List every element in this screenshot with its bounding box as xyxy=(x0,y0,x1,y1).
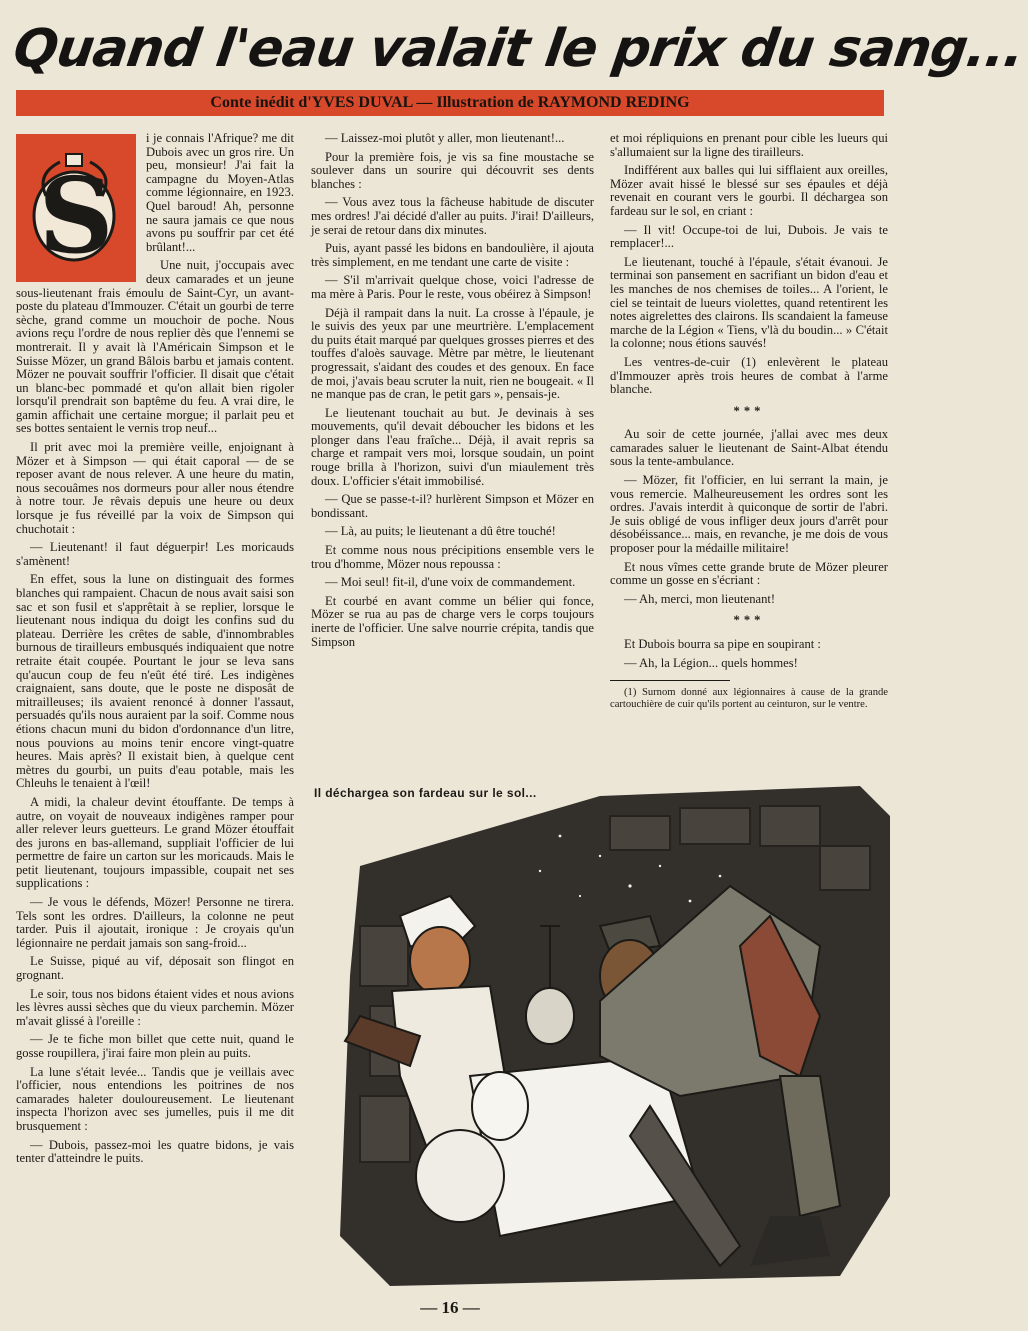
paragraph: — Ah, merci, mon lieutenant! xyxy=(624,591,776,606)
paragraph: Au soir de cette journée, j'allai avec mes deux camarades saluer le lieutenant de Saint-Albat étendu sous la tente-ambulance. xyxy=(610,427,888,469)
paragraph: — Ah, la Légion... quels hommes! xyxy=(624,655,798,670)
paragraph: i je connais l'Afrique? me dit Dubois avec un gros rire. Un peu, monsieur! J'ai fait la campagne du Moyen-Atlas comme légionnaire, en 1923. Quel baroud! Ah, personne ne saura jamais ce que nous avons pu souffrir par cet été brûlant!... xyxy=(146,131,294,254)
story-illustration xyxy=(300,776,892,1296)
paragraph: Le Suisse, piqué au vif, déposait son flingot en grognant. xyxy=(16,954,294,983)
paragraph: Les ventres-de-cuir (1) enlevèrent le plateau d'Immouzer après trois heures de combat à l'arme blanche. xyxy=(610,354,888,397)
paragraph: — Là, au puits; le lieutenant a dû être touché! xyxy=(325,524,556,539)
footnote-divider xyxy=(610,680,730,681)
paragraph: — S'il m'arrivait quelque chose, voici l'adresse de ma mère à Paris. Pour le reste, vous obéirez à Simpson! xyxy=(311,273,594,301)
paragraph: — Il vit! Occupe-toi de lui, Dubois. Je vais te remplacer!... xyxy=(610,222,888,251)
paragraph: et moi répliquions en prenant pour cible les lueurs qui s'allumaient sur la ligne des tirailleurs. xyxy=(610,131,888,159)
paragraph: Puis, ayant passé les bidons en bandoulière, il ajouta très simplement, en me tendant une carte de visite : xyxy=(311,241,594,269)
drop-cap-letter: S xyxy=(38,154,114,277)
paragraph: Déjà il rampait dans la nuit. La crosse à l'épaule, je le suivis des yeux par une meurtrière. L'emplacement du puits était marqué par quelques grosses pierres et des touffes d'aloès sauvage. Mètre par mètre, le lieutenant progressait, s'aidant des coudes et des genoux. En face de moi, j'avais beau scruter la nuit, rien ne bougeait. « Il ne manque pas de cran, le petit gars », pensais-je. xyxy=(311,305,594,402)
paragraph: Le lieutenant, touché à l'épaule, s'était évanoui. Je terminai son pansement en sacrifiant un bidon d'eau et les manches de nos chemises de toiles... A l'orient, le ciel se teintait de lueurs violettes, quand retentirent les notes aigrelettes des clairons. Ils scandaient la fameuse marche de la Légion « Tiens, v'là du boudin... » C'était la colonne; nous étions sauvés! xyxy=(610,254,888,351)
text-column-1 xyxy=(16,132,294,1171)
paragraph: Une nuit, j'occupais avec deux camarades et un jeune sous-lieutenant frais émoulu de Saint-Cyr, un avant-poste du plateau d'Immouzer. C'était un gourbi de terre sèche, grand comme un mouchoir de poche. Nous avions reçu l'ordre de nous replier dès que l'ennemi se montrerait. Il y avait là l'Américain Simpson et le Suisse Mözer, un grand Bâlois barbu et jamais content. Mözer ne pouvait souffrir l'officier. Il disait que c'était un blanc-bec pommadé et qu'on allait bien rigoler lorsqu'il prendrait son baptême du feu. A vrai dire, le gamin affichait une certaine morgue; il parlait peu et ses bottes sentaient le vernis trop neuf... xyxy=(16,258,294,436)
paragraph: — Mözer, fit l'officier, en lui serrant la main, je vous remercie. Malheureusement les ordres sont les ordres. J'avais interdit à quiconque de sortir de l'abri. Je suis obligé de vous infliger deux jours d'arrêt pour désobéissance... mais, en revanche, je me dois de vous proposer pour la médaille militaire! xyxy=(610,473,888,556)
paragraph: — Je te fiche mon billet que cette nuit, quand le gosse roupillera, j'irai faire mon plein au puits. xyxy=(16,1032,294,1060)
paragraph: — Vous avez tous la fâcheuse habitude de discuter mes ordres! J'ai décidé d'aller au puits. J'irai! D'ailleurs, je serai de retour dans dix minutes. xyxy=(311,195,594,237)
paragraph: Pour la première fois, je vis sa fine moustache se soulever dans un sourire qui découvrit ses dents blanches : xyxy=(311,149,594,191)
paragraph: — Dubois, passez-moi les quatre bidons, je vais tenter d'atteindre le puits. xyxy=(16,1137,294,1166)
paragraph: — Laissez-moi plutôt y aller, mon lieutenant!... xyxy=(325,131,565,145)
paragraph: Il prit avec moi la première veille, enjoignant à Mözer et à Simpson — qui était caporal — de se reposer avant de nous relever. A une heure du matin, nous secouâmes nos dormeurs pour aller nous étendre à notre tour. Je rêvais depuis une heure ou deux lorsque je fus réveillé par la voix de Simpson qui chuchotait : xyxy=(16,440,294,536)
paragraph: — Je vous le défends, Mözer! Personne ne tirera. Tels sont les ordres. D'ailleurs, la colonne ne peut tarder. Puis il ajoutait, ironique : Je croyais qu'un légionnaire ne perdait jamais son sang-froid... xyxy=(16,895,294,950)
paragraph: Le soir, tous nos bidons étaient vides et nous avions les lèvres aussi sèches que du vieux parchemin. Mözer m'avait glissé à l'oreille : xyxy=(16,986,294,1028)
text-column-3 xyxy=(610,132,888,716)
paragraph: A midi, la chaleur devint étouffante. De temps à autre, on voyait de nouveaux indigènes ramper pour aller relever leurs guetteurs. Le grand Mözer étouffait des jurons en bas-allemand, suppliait l'officier de lui permettre de faire un carton sur les moricauds. Mais le petit lieutenant, toujours impassible, coupait net ses supplications : xyxy=(16,794,294,891)
drop-cap-canteen-illustration xyxy=(16,134,136,282)
illustration-caption: Il déchargea son fardeau sur le sol... xyxy=(314,786,537,800)
page-number: — 16 — xyxy=(420,1298,480,1317)
paragraph: — Moi seul! fit-il, d'une voix de commandement. xyxy=(325,575,576,590)
footnote: (1) Surnom donné aux légionnaires à cause de la grande cartouchière de cuir qu'ils portent au ceinturon, sur le ventre. xyxy=(610,687,888,711)
paragraph: Et Dubois bourra sa pipe en soupirant : xyxy=(624,637,821,651)
paragraph: Et nous vîmes cette grande brute de Mözer pleurer comme un gosse en s'écriant : xyxy=(610,559,888,588)
paragraph: Et comme nous nous précipitions ensemble vers le trou d'homme, Mözer nous repoussa : xyxy=(311,543,594,571)
paragraph: Indifférent aux balles qui lui sifflaient aux oreilles, Mözer avait hissé le blessé sur ses épaules et déjà revenait en courant vers le gourbi. Il déchargea son fardeau sur le sol, en criant : xyxy=(610,163,888,218)
text-column-2 xyxy=(311,132,594,752)
paragraph: En effet, sous la lune on distinguait des formes blanches qui rampaient. Chacun de nous avait saisi son sac et son fusil et s'apprêtait à se replier, lorsque le lieutenant nous indiqua du doigt les confins sud du plateau. Derrière les crêtes de sable, d'innombrables burnous de tirailleurs embusqués indiquaient que notre retraite était coupée. Pourtant le jour se leva sans qu'aucun coup de feu n'eût été tiré. Les indigènes craignaient, sans doute, que le poste ne disposât de mitrailleuses; ils avaient renoncé à donner l'assaut, persuadés qu'ils nous auraient par la soif. Comme nous étions chacun muni du bidon d'ordonnance d'un litre, nous pouvions au moins tenir encore vingt-quatre heures. Mais après? Il existait bien, à quelque cent mètres du gourbi, un puits d'eau potable, mais les Chleuhs le tenaient à l'œil! xyxy=(16,572,294,791)
paragraph: Le lieutenant touchait au but. Je devinais à ses mouvements, qu'il devait déboucher les bidons et les plonger dans l'eau fraîche... Déjà, il avait repris sa charge et rampait vers moi, lorsque soudain, un point rouge brilla à l'horizon, suivi d'un miaulement très doux. L'officier s'était immobilisé. xyxy=(311,405,594,488)
section-break-stars: *** xyxy=(733,613,765,628)
paragraph: — Lieutenant! il faut déguerpir! Les moricauds s'amènent! xyxy=(16,540,294,568)
paragraph: La lune s'était levée... Tandis que je veillais avec l'officier, nous entendions les poitrines de nos camarades haleter douloureusement. Le lieutenant inspecta l'horizon avec ses jumelles, puis il me dit brusquement : xyxy=(16,1064,294,1133)
story-title: Quand l'eau valait le prix du sang... xyxy=(9,19,1028,79)
credits-banner: Conte inédit d'YVES DUVAL — Illustration de RAYMOND REDING xyxy=(16,90,884,116)
drop-cap xyxy=(16,134,136,282)
paragraph: Et courbé en avant comme un bélier qui fonce, Mözer se rua au pas de charge vers le corps toujours inerte de l'officier. Une salve nourrie crépita, tandis que Simpson xyxy=(311,593,594,649)
section-break-stars: *** xyxy=(733,403,765,418)
paragraph: — Que se passe-t-il? hurlèrent Simpson et Mözer en bondissant. xyxy=(311,492,594,520)
